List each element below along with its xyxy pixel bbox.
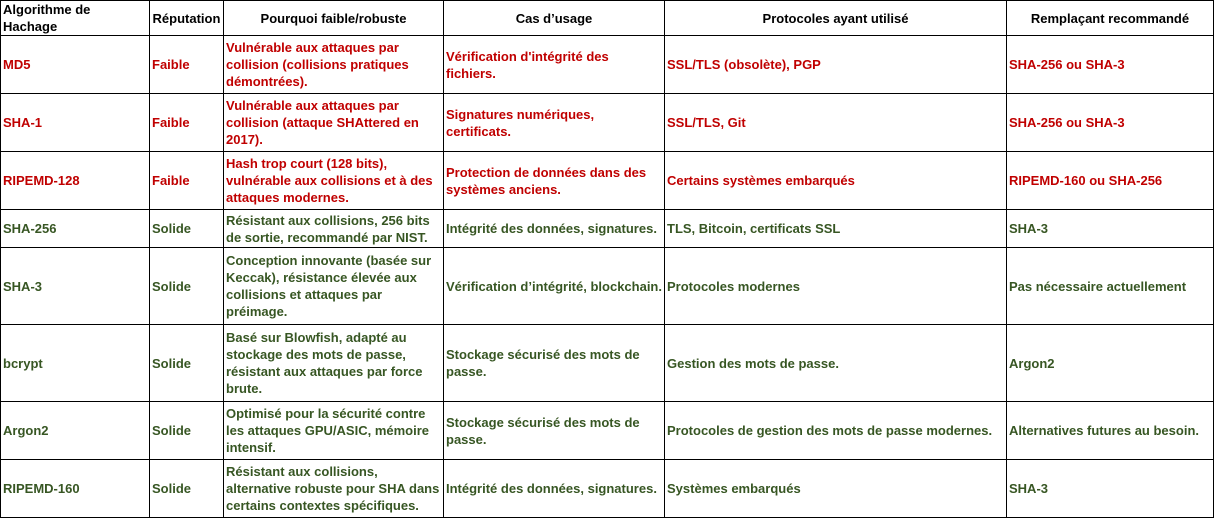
table-row xyxy=(1,36,1214,94)
reputation-cell[interactable]: Solide xyxy=(150,210,224,248)
header-cell-algorithm[interactable]: Algorithme de Hachage xyxy=(1,1,150,36)
reputation-cell[interactable]: Faible xyxy=(150,152,224,210)
reason-cell[interactable]: Hash trop court (128 bits), vulnérable aux collisions et à des attaques modernes. xyxy=(224,152,444,210)
protocols-cell[interactable]: SSL/TLS (obsolète), PGP xyxy=(665,36,1007,94)
table-row xyxy=(1,402,1214,460)
use-case-cell[interactable]: Intégrité des données, signatures. xyxy=(444,460,665,518)
replacement-cell[interactable]: Pas nécessaire actuellement xyxy=(1007,248,1214,325)
replacement-cell[interactable]: RIPEMD-160 ou SHA-256 xyxy=(1007,152,1214,210)
algorithm-cell[interactable]: RIPEMD-160 xyxy=(1,460,150,518)
algorithm-cell[interactable]: RIPEMD-128 xyxy=(1,152,150,210)
header-cell-reputation[interactable]: Réputation xyxy=(150,1,224,36)
replacement-cell[interactable]: Alternatives futures au besoin. xyxy=(1007,402,1214,460)
reputation-cell[interactable]: Solide xyxy=(150,460,224,518)
protocols-cell[interactable]: Gestion des mots de passe. xyxy=(665,325,1007,402)
reason-cell[interactable]: Vulnérable aux attaques par collision (collisions pratiques démontrées). xyxy=(224,36,444,94)
header-cell-reason[interactable]: Pourquoi faible/robuste xyxy=(224,1,444,36)
use-case-cell[interactable]: Protection de données dans des systèmes anciens. xyxy=(444,152,665,210)
use-case-cell[interactable]: Vérification d'intégrité des fichiers. xyxy=(444,36,665,94)
use-case-cell[interactable]: Stockage sécurisé des mots de passe. xyxy=(444,402,665,460)
use-case-cell[interactable]: Stockage sécurisé des mots de passe. xyxy=(444,325,665,402)
reputation-cell[interactable]: Faible xyxy=(150,36,224,94)
reason-cell[interactable]: Conception innovante (basée sur Keccak), résistance élevée aux collisions et attaques par préimage. xyxy=(224,248,444,325)
table-row xyxy=(1,152,1214,210)
reputation-cell[interactable]: Solide xyxy=(150,402,224,460)
reason-cell[interactable]: Optimisé pour la sécurité contre les attaques GPU/ASIC, mémoire intensif. xyxy=(224,402,444,460)
protocols-cell[interactable]: Systèmes embarqués xyxy=(665,460,1007,518)
table-row xyxy=(1,325,1214,402)
table-row xyxy=(1,248,1214,325)
reason-cell[interactable]: Résistant aux collisions, 256 bits de sortie, recommandé par NIST. xyxy=(224,210,444,248)
algorithm-cell[interactable]: SHA-3 xyxy=(1,248,150,325)
replacement-cell[interactable]: SHA-3 xyxy=(1007,210,1214,248)
algorithm-cell[interactable]: bcrypt xyxy=(1,325,150,402)
reputation-cell[interactable]: Solide xyxy=(150,325,224,402)
protocols-cell[interactable]: SSL/TLS, Git xyxy=(665,94,1007,152)
table-row xyxy=(1,210,1214,248)
header-cell-use-case[interactable]: Cas d’usage xyxy=(444,1,665,36)
algorithm-cell[interactable]: SHA-1 xyxy=(1,94,150,152)
algorithm-cell[interactable]: MD5 xyxy=(1,36,150,94)
reputation-cell[interactable]: Solide xyxy=(150,248,224,325)
reason-cell[interactable]: Vulnérable aux attaques par collision (attaque SHAttered en 2017). xyxy=(224,94,444,152)
reason-cell[interactable]: Résistant aux collisions, alternative robuste pour SHA dans certains contextes spécifiques. xyxy=(224,460,444,518)
table-row xyxy=(1,94,1214,152)
algorithm-cell[interactable]: SHA-256 xyxy=(1,210,150,248)
header-cell-replacement[interactable]: Remplaçant recommandé xyxy=(1007,1,1214,36)
algorithm-cell[interactable]: Argon2 xyxy=(1,402,150,460)
header-cell-protocols[interactable]: Protocoles ayant utilisé xyxy=(665,1,1007,36)
replacement-cell[interactable]: Argon2 xyxy=(1007,325,1214,402)
replacement-cell[interactable]: SHA-3 xyxy=(1007,460,1214,518)
reputation-cell[interactable]: Faible xyxy=(150,94,224,152)
protocols-cell[interactable]: Protocoles de gestion des mots de passe modernes. xyxy=(665,402,1007,460)
use-case-cell[interactable]: Vérification d’intégrité, blockchain. xyxy=(444,248,665,325)
reason-cell[interactable]: Basé sur Blowfish, adapté au stockage des mots de passe, résistant aux attaques par force brute. xyxy=(224,325,444,402)
protocols-cell[interactable]: TLS, Bitcoin, certificats SSL xyxy=(665,210,1007,248)
use-case-cell[interactable]: Signatures numériques, certificats. xyxy=(444,94,665,152)
replacement-cell[interactable]: SHA-256 ou SHA-3 xyxy=(1007,94,1214,152)
replacement-cell[interactable]: SHA-256 ou SHA-3 xyxy=(1007,36,1214,94)
table-row xyxy=(1,460,1214,518)
use-case-cell[interactable]: Intégrité des données, signatures. xyxy=(444,210,665,248)
protocols-cell[interactable]: Protocoles modernes xyxy=(665,248,1007,325)
protocols-cell[interactable]: Certains systèmes embarqués xyxy=(665,152,1007,210)
header-row xyxy=(1,1,1214,36)
